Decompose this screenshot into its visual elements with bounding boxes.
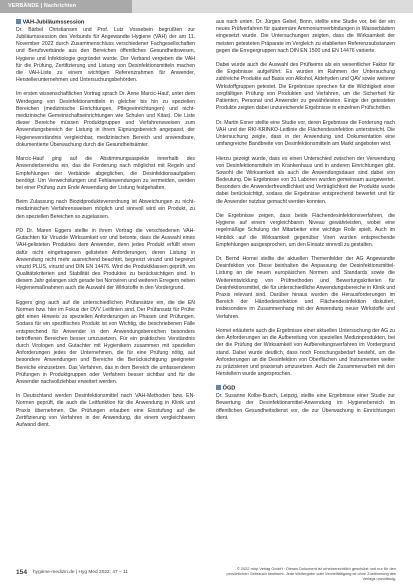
section-label: VERBÄNDE | Nachrichten: [0, 0, 132, 13]
paragraph: In Deutschland werden Desinfektionsmittel nach VAH-Methoden bzw. EN-Normen geprüft, die auch die Leitfunktion für die Anwendung in Klinik und Praxis übernehmen. Die Prüfungen erlauben eine Einstufung auf die Zertifizierung von Verfahren in der Anwendung, die einem vergleichbaren Aufwand dient.: [16, 393, 195, 428]
paragraph: Dabei wurde auch die Auswahl des Prüfkeims als ein wesentlicher Faktor für die Ergebnisse aufgeführt. Es wurden im Rahmen der Untersuchung zahlreiche Produkte auf Basis von Alkohol, Aldehyden und QAV sowie weiterer Wirkstoffgruppen getestet. Die Ergebnisse sprechen für die Wichtigkeit einer sorgfältigen Prüfung von Produkten und Verfahren, um die Sicherheit für Patienten, Personal und Anwender zu gewährleisten. Einige der getesteten Produkte zeigten dabei unzureichende Ergebnisse in einzelnen Prüfschritten.: [216, 62, 395, 112]
left-column: [16, 19, 195, 559]
article-heading-text: VAH-Jubiläumssession: [22, 19, 85, 26]
square-bullet-icon: [16, 19, 21, 24]
article-heading: [16, 19, 195, 27]
subheading: [216, 385, 395, 393]
paragraph: Dr. Martin Exner stellte eine Studie vor, deren Ergebnisse die Forderung nach VAH und der RKI-KRINKO-Leitlinie die Flächendesinfektion unterstreicht. Die Untersuchung zeigte, dass in der Anwendung und Dokumentation eine umfangreiche Bandbreite von Desinfektionsmitteln am Markt angeboten wird.: [216, 119, 395, 148]
paragraph: Hierzu gezeigt wurde, dass es einen Unterschied zwischen der Verwendung von Desinfektionsmitteln im Krankenhaus und in anderen Einrichtungen gibt. Sowohl die Wirksamkeit als auch die Anwendungsdauer sind dabei von Bedeutung. Die Ergebnisse von 31 Laboren wurden gemeinsam ausgewertet. Besonders die Anwenderfreundlichkeit und Verträglichkeit der Produkte wurde dabei berücksichtigt, sodass die Ergebnisse entsprechend bewertet und für die Anwender nutzbar gemacht werden konnten.: [216, 155, 395, 205]
subheading-text: ÖGD: [222, 386, 236, 393]
page-footer: [0, 567, 413, 585]
paragraph: aus nach unten. Dr. Jürgen Gebel, Bonn, stellte eine Studie vor, bei der ein neues Prüfverfahren für quaternäre Ammoniumverbindungen in Wasserbädern eingesetzt wurde. Die Untersuchungen zeigten, dass die Wirksamkeit der meisten getesteten Präparate im Vergleich zu etablierten Referenzsubstanzen gegen die Erregergruppen nach DIN EN 1500 und EN 14476 variierte.: [216, 19, 395, 54]
paragraph: Dr. Susanne Kolbe-Busch, Leipzig, stellte eine Ergebnisse einer Studie zur Bewertung der Desinfektionsmittel-Anwendung im Hygienebereich im öffentlichen Gesundheitsdienst vor, die zur Überwachung in Einrichtungen dient.: [216, 393, 395, 421]
paragraph: Dr. Bernd Hornei stellte die aktuellen Themenfelder der AG Angewandte Desinfektion vor. Diese beinhalten die Anpassung der Desinfektionsmittel-Listung an die neuen europäischen Normen und Standards sowie die Weiterentwicklung von Prüfmethoden und Bewertungskriterien für Desinfektionsmittel, die für unterschiedliche Anwendungsbereiche in Klinik und Praxis relevant sind. Darüber hinaus wurden die Herausforderungen im Bereich der Händedesinfektion und Flächendesinfektion diskutiert, insbesondere im Zusammenhang mit der Anwendung neuer Wirkstoffe und Verfahren.: [216, 256, 395, 320]
paragraph: Marcic-Hauf ging auf die Abstimmungsaspekte innerhalb des Anwenderbereichs ein, das die Forderung nach möglichst mit Regeln und Empfehlungen der Verbände abgeglichen, die Desinfektionsaufgaben benötigt. Um Verwechslungen und Fehlanwendungen zu vermeiden, werden bei einer Prüfung zum Ende Anwendung der Listung festgehalten.: [16, 156, 195, 191]
paragraph: Dr. Bärbel Christiansen und Prof. Lutz Vossebein begrüßten zur Jubiläumssession des Verbunds für Angewandte Hygiene (VAH) der am 11. November 2022 durch Zusammenschluss verschiedener Fachgesellschaften und Berufsverbände aus den Bereichen öffentliches Gesundheitswesen, Hygiene und Infektiologie gegründet wurde. Der Verband vergeben die VAH für die Prüfung, Zertifizierung und Listung von Desinfektionsmitteln machen die VAH-Liste zu einem wichtigen Referenzrahmen für Anwender, Herstellerunternehmen und Untersuchungsbehörden.: [16, 26, 195, 84]
page-number: 154: [16, 569, 28, 576]
paragraph: Im ersten wissenschaftlichen Vortrag sprach Dr. Anne Marcic-Hauf, unter dem Werdegang von Desinfektionsmitteln in gleicher bis hin zu speziellen Bereichen (medizinische Einrichtungen, Pflegeeinrichtungen) und nicht-medizinische Gemeinschaftseinrichtungen wie Schulen und Kitas). Die Liste dieser Bereiche müssen Produktgruppen und Verfahrensweisen zum Anwendungsbereich der Listung in ihrem Eignungsbereich angepasst, der Hygieneverständnis vergleichbar, medizinischen Bereich und anwendbare, dokumentierte Überwachung durch die Gesundheitsämter.: [16, 91, 195, 148]
right-column: [216, 19, 395, 559]
paragraph: Beim Zulassung nach Biozidprodukteverordnung ist Abweichungen zu nicht-medizinischen Verfahrensweisen möglich und sinnvoll wird ein Produkt, zu den speziellen Bereichen so zugelassen.: [16, 199, 195, 220]
header-bar: [0, 0, 413, 13]
square-bullet-icon: [216, 385, 221, 390]
journal-reference: hygiene-medizin.de | Hyg Med 2022; 47 – 11: [33, 570, 129, 575]
paragraph: PD Dr. Maren Eggers stellte in ihrem Vortrag die verschiedenen VAH-Gutachten für Viruzide Wirksamkeit vor und betonte, dass die Auswahl eines VAH-gelisteten Produktes dem Anwender, denn jedes Produkt erfüllt einen dafür nicht eingetragenen gelisteten Anforderungen, deren Listung in Anwendung nicht mehr ausreichend beachtet, begrenzt viruzid und begrenzt viruzid PLUS, viruzid und DIN EN 14476. Wird die Produktklassen geprüft, wo Qualitätskriterien und Stabilität des Produktes zu berücksichtigen sind. In diesem Jahr gelangen sich gerade bei Noroviren und weiteren Erregern neben Hygienemaßnahmen auch die Auswahl der Wirkstoffe in den Vordergrund.: [16, 227, 195, 292]
paragraph: Eggers ging auch auf die unterschiedlichen Prüfansätze ein, die die EN Normen bzw. hier im Fokus der DVV Leitlinien sind. Der Prüfansatz für Prüfer gibt einen Hinweis zu speziellen Anforderungen an Phasen und Prüfungen. Sodass für ein spezifisches Produkt ist von Wichtig, die beschriebenen Fälle entsprechend für Anwender in den Anwendungsbereichen besonders betroffenen Bereichen besser umzusetzen. Für ein praktisches Verständnis durch Virologen und Gutachter mit Hygienikern zusammen mit speziellen Anforderungen jedes der Unternehmen, die für eine Prüfung nötig, auf besondere Anwendungen und Bereiche die Berücksichtigung geeigneter Bereiche einzusetzen. Das Verfahren, das in dem Bereich die umfassenderen Prüfungen in Produktgruppen oder Verfahren besser sichtbar und für die Anwender nachvollziehbar erweitert werden.: [16, 299, 195, 385]
paragraph: Hornei erläuterte auch die Ergebnisse einer aktuellen Untersuchung der AG zu den Anforderungen an die Aufbereitung von speziellen Medizinprodukten, bei der die Prüfung der Wirksamkeit von Aufbereitungsverfahren im Vordergrund stand. Dabei wurde deutlich, dass noch Forschungsbedarf besteht, um die Anforderungen an die Desinfektion von Oberflächen und Instrumenten weiter zu präzisieren und praxisnah umzusetzen. Auch die Zusammenarbeit mit den Herstellern wurde angesprochen.: [216, 327, 395, 378]
paragraph: Die Ergebnisse zeigen, dass beide Flächendesinfektionsverfahren, die Hygiene auf einem vergleichbaren Niveau gewährleisten, wobei eine regelmäßige Schulung der Mitarbeiter eine wichtige Rolle spielt. Auch im Hinblick auf die Wirksamkeit gegenüber Viren wurden entsprechende Empfehlungen ausgesprochen, um den Einsatz sinnvoll zu gestalten.: [216, 213, 395, 248]
copyright-notice: © 2022 mhp Verlag GmbH · Dieses Dokument ist urheberrechtlich geschützt und nur für den persönlichen Gebrauch bestimmt. Jede Weitergabe oder Vervielfältigung ist ohne Zustimmung des Verlags unzulässig.: [226, 566, 396, 581]
